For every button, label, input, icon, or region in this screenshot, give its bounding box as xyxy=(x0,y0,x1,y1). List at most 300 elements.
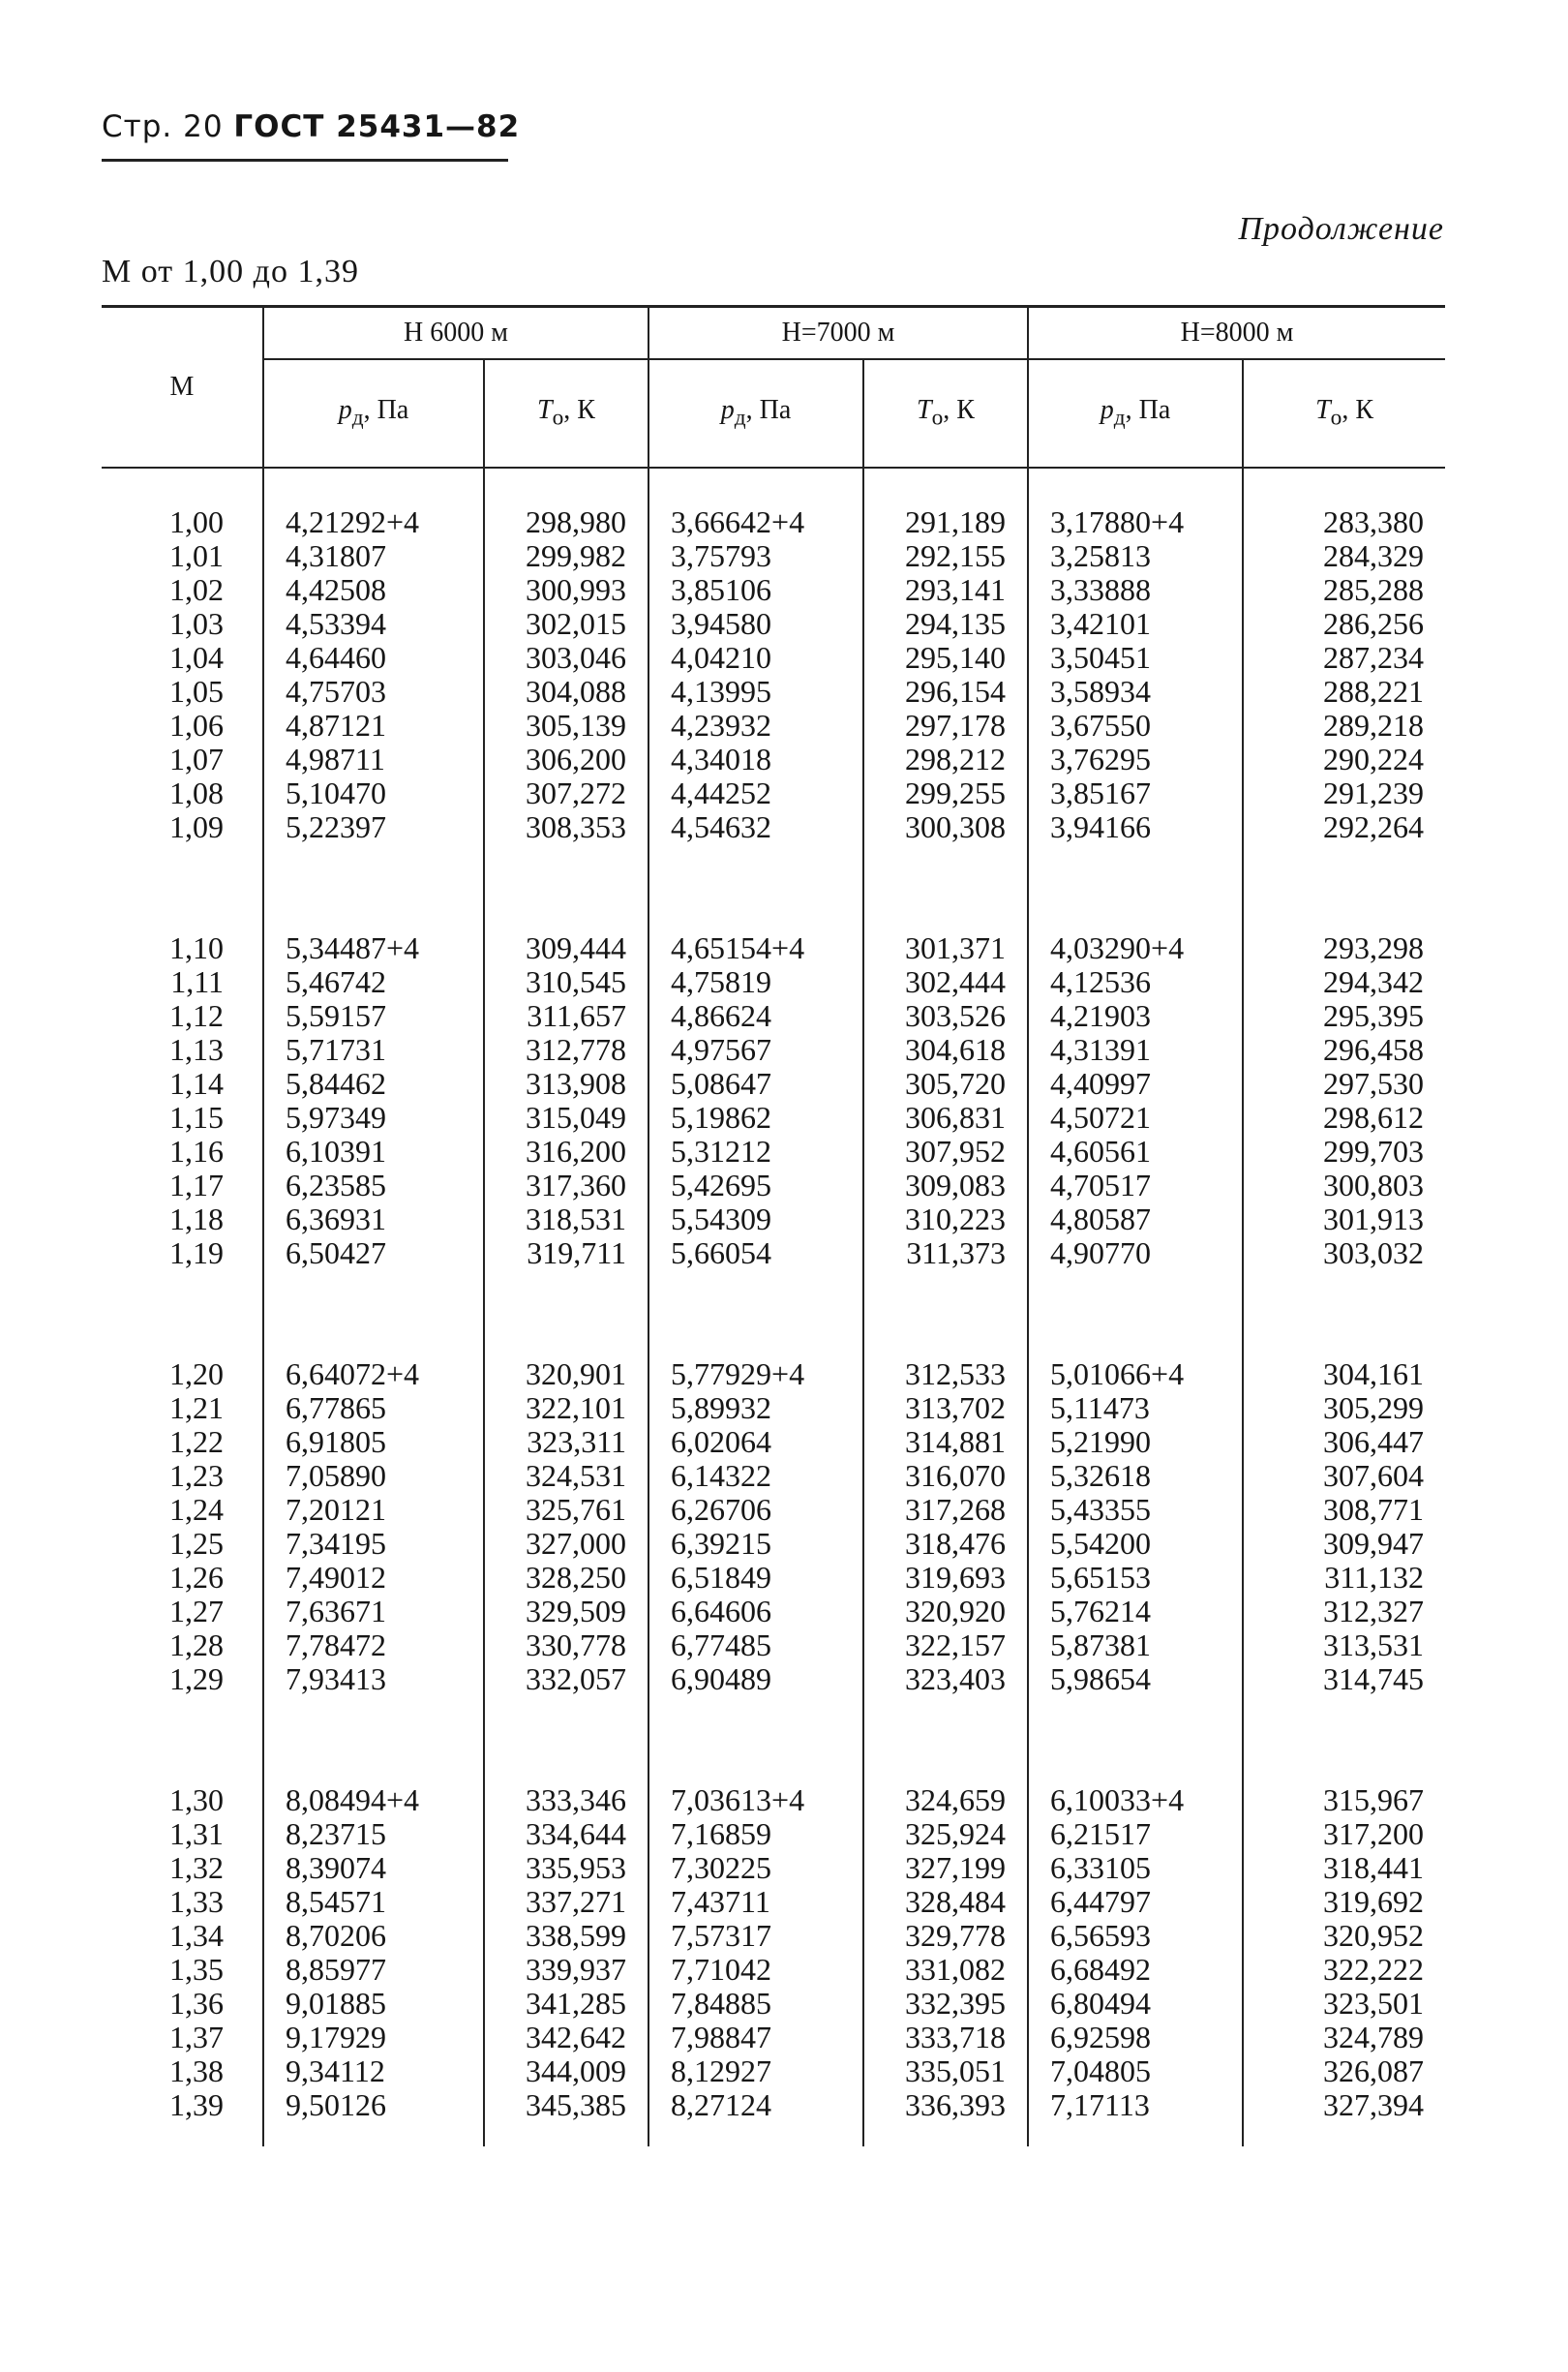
mach-cell: 1,14 xyxy=(169,1066,224,1101)
table-row xyxy=(102,1493,1445,1527)
temperature-7000-cell: 332,395 xyxy=(863,1987,1028,2021)
pressure-6000-cell: 4,98711 xyxy=(263,743,484,776)
temperature-7000-cell: 323,403 xyxy=(863,1662,1028,1747)
temperature-8000-cell: 292,264 xyxy=(1243,810,1445,895)
temperature-8000-cell: 290,224 xyxy=(1243,743,1445,776)
pressure-6000-cell: 8,85977 xyxy=(263,1953,484,1987)
table-row xyxy=(102,1851,1445,1885)
pressure-8000-cell: 4,50721 xyxy=(1028,1101,1243,1135)
mach-cell: 1,36 xyxy=(169,1986,224,2021)
temperature-7000-cell: 314,881 xyxy=(863,1425,1028,1459)
table-row xyxy=(102,1662,1445,1747)
temperature-7000-cell: 294,135 xyxy=(863,607,1028,641)
mach-cell: 1,31 xyxy=(169,1816,224,1851)
table-row xyxy=(102,1953,1445,1987)
pressure-7000-cell: 3,94580 xyxy=(648,607,863,641)
pressure-7000-cell: 7,16859 xyxy=(648,1817,863,1851)
temperature-7000-cell: 324,659 xyxy=(863,1747,1028,1817)
temperature-8000-cell: 289,218 xyxy=(1243,709,1445,743)
temperature-8000-cell: 299,703 xyxy=(1243,1135,1445,1169)
pressure-8000-cell: 5,54200 xyxy=(1028,1527,1243,1561)
table-row xyxy=(102,1561,1445,1595)
pressure-6000-cell: 4,75703 xyxy=(263,675,484,709)
temperature-8000-cell: 297,530 xyxy=(1243,1067,1445,1101)
pressure-8000-cell: 3,33888 xyxy=(1028,573,1243,607)
temperature-6000-cell: 302,015 xyxy=(484,607,648,641)
temperature-7000-cell: 309,083 xyxy=(863,1169,1028,1202)
temperature-7000-cell: 320,920 xyxy=(863,1595,1028,1628)
temperature-header: $Т_о$, К xyxy=(484,359,648,468)
pressure-8000-cell: 5,76214 xyxy=(1028,1595,1243,1628)
altitude-header-6000: Н 6000 м xyxy=(263,307,648,360)
pressure-8000-cell: 3,76295 xyxy=(1028,743,1243,776)
table-row xyxy=(102,1459,1445,1493)
temperature-6000-cell: 329,509 xyxy=(484,1595,648,1628)
header-rule xyxy=(102,159,508,162)
table-row xyxy=(102,2088,1445,2146)
table-row xyxy=(102,1987,1445,2021)
temperature-6000-cell: 345,385 xyxy=(484,2088,648,2146)
table-row xyxy=(102,2021,1445,2054)
temperature-7000-cell: 310,223 xyxy=(863,1202,1028,1236)
mach-cell: 1,17 xyxy=(169,1168,224,1202)
pressure-8000-cell: 6,33105 xyxy=(1028,1851,1243,1885)
pressure-6000-cell: 9,01885 xyxy=(263,1987,484,2021)
temperature-7000-cell: 304,618 xyxy=(863,1033,1028,1067)
temperature-6000-cell: 316,200 xyxy=(484,1135,648,1169)
pressure-8000-cell: 4,70517 xyxy=(1028,1169,1243,1202)
pressure-6000-cell: 9,17929 xyxy=(263,2021,484,2054)
pressure-6000-cell: 5,34487+4 xyxy=(263,895,484,965)
pressure-8000-cell: 5,11473 xyxy=(1028,1391,1243,1425)
pressure-6000-cell: 5,59157 xyxy=(263,999,484,1033)
temperature-7000-cell: 317,268 xyxy=(863,1493,1028,1527)
temperature-6000-cell: 298,980 xyxy=(484,468,648,539)
pressure-6000-cell: 6,64072+4 xyxy=(263,1321,484,1391)
pressure-6000-cell: 7,20121 xyxy=(263,1493,484,1527)
mach-cell: 1,21 xyxy=(169,1390,224,1425)
pressure-8000-cell: 4,40997 xyxy=(1028,1067,1243,1101)
pressure-header: $р_д$, Па xyxy=(263,359,484,468)
pressure-8000-cell: 5,65153 xyxy=(1028,1561,1243,1595)
temperature-6000-cell: 300,993 xyxy=(484,573,648,607)
mach-cell: 1,12 xyxy=(169,998,224,1033)
pressure-8000-cell: 5,98654 xyxy=(1028,1662,1243,1747)
pressure-6000-cell: 5,71731 xyxy=(263,1033,484,1067)
temperature-6000-cell: 308,353 xyxy=(484,810,648,895)
mach-cell: 1,06 xyxy=(169,708,224,743)
mach-cell: 1,32 xyxy=(169,1850,224,1885)
mach-cell: 1,07 xyxy=(169,742,224,776)
pressure-7000-cell: 6,77485 xyxy=(648,1628,863,1662)
temperature-8000-cell: 283,380 xyxy=(1243,468,1445,539)
table-row xyxy=(102,1101,1445,1135)
temperature-8000-cell: 291,239 xyxy=(1243,776,1445,810)
table-row xyxy=(102,999,1445,1033)
table-row xyxy=(102,1202,1445,1236)
table-row xyxy=(102,1885,1445,1919)
temperature-7000-cell: 298,212 xyxy=(863,743,1028,776)
table-row xyxy=(102,1817,1445,1851)
pressure-7000-cell: 3,85106 xyxy=(648,573,863,607)
pressure-6000-cell: 8,39074 xyxy=(263,1851,484,1885)
pressure-8000-cell: 3,42101 xyxy=(1028,607,1243,641)
temperature-6000-cell: 324,531 xyxy=(484,1459,648,1493)
temperature-8000-cell: 309,947 xyxy=(1243,1527,1445,1561)
table-row xyxy=(102,1135,1445,1169)
pressure-8000-cell: 4,21903 xyxy=(1028,999,1243,1033)
pressure-7000-cell: 5,08647 xyxy=(648,1067,863,1101)
altitude-header-7000: Н=7000 м xyxy=(648,307,1028,360)
table-row xyxy=(102,675,1445,709)
table-row xyxy=(102,709,1445,743)
pressure-7000-cell: 8,27124 xyxy=(648,2088,863,2146)
pressure-6000-cell: 7,05890 xyxy=(263,1459,484,1493)
pressure-7000-cell: 5,89932 xyxy=(648,1391,863,1425)
temperature-7000-cell: 312,533 xyxy=(863,1321,1028,1391)
pressure-6000-cell: 7,93413 xyxy=(263,1662,484,1747)
mach-cell: 1,18 xyxy=(169,1201,224,1236)
pressure-6000-cell: 5,22397 xyxy=(263,810,484,895)
table-row xyxy=(102,1527,1445,1561)
temperature-8000-cell: 295,395 xyxy=(1243,999,1445,1033)
pressure-8000-cell: 6,68492 xyxy=(1028,1953,1243,1987)
mach-cell: 1,02 xyxy=(169,572,224,607)
pressure-header: $р_д$, Па xyxy=(648,359,863,468)
pressure-6000-cell: 4,21292+4 xyxy=(263,468,484,539)
mach-cell: 1,09 xyxy=(169,809,224,844)
temperature-8000-cell: 312,327 xyxy=(1243,1595,1445,1628)
table-row xyxy=(102,1595,1445,1628)
pressure-7000-cell: 3,75793 xyxy=(648,539,863,573)
temperature-6000-cell: 325,761 xyxy=(484,1493,648,1527)
temperature-7000-cell: 301,371 xyxy=(863,895,1028,965)
pressure-8000-cell: 7,04805 xyxy=(1028,2054,1243,2088)
temperature-7000-cell: 327,199 xyxy=(863,1851,1028,1885)
pressure-8000-cell: 6,44797 xyxy=(1028,1885,1243,1919)
temperature-header: $Т_о$, К xyxy=(863,359,1028,468)
table-row xyxy=(102,895,1445,965)
pressure-8000-cell: 4,03290+4 xyxy=(1028,895,1243,965)
temperature-6000-cell: 310,545 xyxy=(484,965,648,999)
mach-cell: 1,26 xyxy=(169,1560,224,1595)
temperature-6000-cell: 334,644 xyxy=(484,1817,648,1851)
mach-cell: 1,05 xyxy=(169,674,224,709)
temperature-6000-cell: 337,271 xyxy=(484,1885,648,1919)
pressure-7000-cell: 6,14322 xyxy=(648,1459,863,1493)
mach-cell: 1,01 xyxy=(169,538,224,573)
pressure-7000-cell: 5,66054 xyxy=(648,1236,863,1321)
pressure-8000-cell: 3,50451 xyxy=(1028,641,1243,675)
pressure-6000-cell: 8,08494+4 xyxy=(263,1747,484,1817)
temperature-6000-cell: 330,778 xyxy=(484,1628,648,1662)
temperature-8000-cell: 284,329 xyxy=(1243,539,1445,573)
mach-cell: 1,39 xyxy=(169,2087,224,2122)
temperature-8000-cell: 301,913 xyxy=(1243,1202,1445,1236)
table-row xyxy=(102,1747,1445,1817)
pressure-6000-cell: 6,36931 xyxy=(263,1202,484,1236)
temperature-7000-cell: 316,070 xyxy=(863,1459,1028,1493)
temperature-7000-cell: 295,140 xyxy=(863,641,1028,675)
pressure-8000-cell: 6,80494 xyxy=(1028,1987,1243,2021)
temperature-6000-cell: 344,009 xyxy=(484,2054,648,2088)
pressure-6000-cell: 5,10470 xyxy=(263,776,484,810)
pressure-7000-cell: 8,12927 xyxy=(648,2054,863,2088)
table-row xyxy=(102,1321,1445,1391)
pressure-7000-cell: 4,13995 xyxy=(648,675,863,709)
pressure-6000-cell: 5,46742 xyxy=(263,965,484,999)
pressure-6000-cell: 6,23585 xyxy=(263,1169,484,1202)
pressure-8000-cell: 3,67550 xyxy=(1028,709,1243,743)
temperature-7000-cell: 292,155 xyxy=(863,539,1028,573)
pressure-8000-cell: 3,25813 xyxy=(1028,539,1243,573)
pressure-6000-cell: 9,50126 xyxy=(263,2088,484,2146)
mach-cell: 1,38 xyxy=(169,2053,224,2088)
temperature-8000-cell: 288,221 xyxy=(1243,675,1445,709)
pressure-8000-cell: 5,43355 xyxy=(1028,1493,1243,1527)
pressure-7000-cell: 4,75819 xyxy=(648,965,863,999)
mach-cell: 1,23 xyxy=(169,1458,224,1493)
pressure-6000-cell: 9,34112 xyxy=(263,2054,484,2088)
table-body xyxy=(102,468,1445,2146)
pressure-6000-cell: 4,31807 xyxy=(263,539,484,573)
temperature-8000-cell: 286,256 xyxy=(1243,607,1445,641)
table-row xyxy=(102,810,1445,895)
pressure-6000-cell: 8,54571 xyxy=(263,1885,484,1919)
range-caption: М от 1,00 до 1,39 xyxy=(102,254,359,289)
temperature-8000-cell: 300,803 xyxy=(1243,1169,1445,1202)
mach-cell: 1,37 xyxy=(169,2020,224,2054)
pressure-8000-cell: 4,31391 xyxy=(1028,1033,1243,1067)
temperature-7000-cell: 325,924 xyxy=(863,1817,1028,1851)
mach-cell: 1,15 xyxy=(169,1100,224,1135)
temperature-8000-cell: 327,394 xyxy=(1243,2088,1445,2146)
temperature-8000-cell: 294,342 xyxy=(1243,965,1445,999)
pressure-header: $р_д$, Па xyxy=(1028,359,1243,468)
temperature-7000-cell: 319,693 xyxy=(863,1561,1028,1595)
pressure-7000-cell: 4,65154+4 xyxy=(648,895,863,965)
temperature-6000-cell: 339,937 xyxy=(484,1953,648,1987)
table-row xyxy=(102,573,1445,607)
pressure-6000-cell: 4,87121 xyxy=(263,709,484,743)
pressure-8000-cell: 4,80587 xyxy=(1028,1202,1243,1236)
temperature-6000-cell: 328,250 xyxy=(484,1561,648,1595)
pressure-7000-cell: 4,44252 xyxy=(648,776,863,810)
pressure-7000-cell: 4,86624 xyxy=(648,999,863,1033)
temperature-6000-cell: 306,200 xyxy=(484,743,648,776)
altitude-header-8000: Н=8000 м xyxy=(1028,307,1445,360)
pressure-7000-cell: 7,03613+4 xyxy=(648,1747,863,1817)
pressure-8000-cell: 3,94166 xyxy=(1028,810,1243,895)
temperature-7000-cell: 303,526 xyxy=(863,999,1028,1033)
temperature-8000-cell: 307,604 xyxy=(1243,1459,1445,1493)
data-table xyxy=(102,305,1445,2146)
temperature-7000-cell: 307,952 xyxy=(863,1135,1028,1169)
table-row xyxy=(102,1033,1445,1067)
pressure-7000-cell: 7,43711 xyxy=(648,1885,863,1919)
temperature-7000-cell: 322,157 xyxy=(863,1628,1028,1662)
temperature-8000-cell: 322,222 xyxy=(1243,1953,1445,1987)
temperature-6000-cell: 319,711 xyxy=(484,1236,648,1321)
pressure-6000-cell: 8,23715 xyxy=(263,1817,484,1851)
table-row xyxy=(102,1067,1445,1101)
table-row xyxy=(102,776,1445,810)
pressure-8000-cell: 6,56593 xyxy=(1028,1919,1243,1953)
mach-cell: 1,35 xyxy=(169,1952,224,1987)
pressure-6000-cell: 4,53394 xyxy=(263,607,484,641)
mach-cell: 1,25 xyxy=(169,1526,224,1561)
pressure-7000-cell: 3,66642+4 xyxy=(648,468,863,539)
temperature-7000-cell: 306,831 xyxy=(863,1101,1028,1135)
pressure-8000-cell: 7,17113 xyxy=(1028,2088,1243,2146)
temperature-7000-cell: 305,720 xyxy=(863,1067,1028,1101)
temperature-8000-cell: 318,441 xyxy=(1243,1851,1445,1885)
table-row xyxy=(102,1236,1445,1321)
temperature-header: $Т_о$, К xyxy=(1243,359,1445,468)
pressure-6000-cell: 5,84462 xyxy=(263,1067,484,1101)
temperature-7000-cell: 311,373 xyxy=(863,1236,1028,1321)
temperature-8000-cell: 324,789 xyxy=(1243,2021,1445,2054)
temperature-8000-cell: 298,612 xyxy=(1243,1101,1445,1135)
temperature-8000-cell: 319,692 xyxy=(1243,1885,1445,1919)
pressure-6000-cell: 7,49012 xyxy=(263,1561,484,1595)
temperature-6000-cell: 309,444 xyxy=(484,895,648,965)
pressure-7000-cell: 5,19862 xyxy=(648,1101,863,1135)
mach-cell: 1,10 xyxy=(169,930,224,965)
temperature-7000-cell: 296,154 xyxy=(863,675,1028,709)
temperature-6000-cell: 338,599 xyxy=(484,1919,648,1953)
temperature-6000-cell: 323,311 xyxy=(484,1425,648,1459)
page-number: Стр. 20 xyxy=(102,109,224,144)
m-column-header: М xyxy=(102,307,263,469)
pressure-8000-cell: 4,12536 xyxy=(1028,965,1243,999)
table-row xyxy=(102,1391,1445,1425)
table-row xyxy=(102,965,1445,999)
table-row xyxy=(102,641,1445,675)
temperature-6000-cell: 327,000 xyxy=(484,1527,648,1561)
pressure-7000-cell: 6,90489 xyxy=(648,1662,863,1747)
pressure-7000-cell: 4,34018 xyxy=(648,743,863,776)
temperature-6000-cell: 322,101 xyxy=(484,1391,648,1425)
temperature-6000-cell: 311,657 xyxy=(484,999,648,1033)
temperature-6000-cell: 341,285 xyxy=(484,1987,648,2021)
mach-cell: 1,27 xyxy=(169,1594,224,1628)
temperature-6000-cell: 315,049 xyxy=(484,1101,648,1135)
temperature-8000-cell: 287,234 xyxy=(1243,641,1445,675)
temperature-6000-cell: 305,139 xyxy=(484,709,648,743)
temperature-8000-cell: 320,952 xyxy=(1243,1919,1445,1953)
temperature-6000-cell: 318,531 xyxy=(484,1202,648,1236)
temperature-8000-cell: 315,967 xyxy=(1243,1747,1445,1817)
pressure-6000-cell: 7,63671 xyxy=(263,1595,484,1628)
mach-cell: 1,24 xyxy=(169,1492,224,1527)
temperature-6000-cell: 312,778 xyxy=(484,1033,648,1067)
temperature-7000-cell: 302,444 xyxy=(863,965,1028,999)
mach-cell: 1,22 xyxy=(169,1424,224,1459)
mach-cell: 1,04 xyxy=(169,640,224,675)
mach-cell: 1,19 xyxy=(169,1235,224,1270)
pressure-6000-cell: 5,97349 xyxy=(263,1101,484,1135)
mach-cell: 1,13 xyxy=(169,1032,224,1067)
table-row xyxy=(102,1425,1445,1459)
pressure-8000-cell: 6,21517 xyxy=(1028,1817,1243,1851)
temperature-7000-cell: 335,051 xyxy=(863,2054,1028,2088)
table-row xyxy=(102,539,1445,573)
table-row xyxy=(102,468,1445,539)
pressure-7000-cell: 5,31212 xyxy=(648,1135,863,1169)
mach-cell: 1,34 xyxy=(169,1918,224,1953)
pressure-8000-cell: 6,92598 xyxy=(1028,2021,1243,2054)
temperature-8000-cell: 308,771 xyxy=(1243,1493,1445,1527)
mach-cell: 1,33 xyxy=(169,1884,224,1919)
temperature-7000-cell: 331,082 xyxy=(863,1953,1028,1987)
temperature-7000-cell: 328,484 xyxy=(863,1885,1028,1919)
temperature-7000-cell: 318,476 xyxy=(863,1527,1028,1561)
pressure-6000-cell: 6,91805 xyxy=(263,1425,484,1459)
mach-cell: 1,11 xyxy=(170,964,224,999)
pressure-6000-cell: 6,50427 xyxy=(263,1236,484,1321)
pressure-8000-cell: 3,17880+4 xyxy=(1028,468,1243,539)
mach-cell: 1,03 xyxy=(169,606,224,641)
pressure-7000-cell: 6,39215 xyxy=(648,1527,863,1561)
temperature-8000-cell: 285,288 xyxy=(1243,573,1445,607)
temperature-8000-cell: 313,531 xyxy=(1243,1628,1445,1662)
pressure-7000-cell: 4,97567 xyxy=(648,1033,863,1067)
table-row xyxy=(102,1919,1445,1953)
temperature-7000-cell: 293,141 xyxy=(863,573,1028,607)
temperature-6000-cell: 313,908 xyxy=(484,1067,648,1101)
pressure-8000-cell: 5,87381 xyxy=(1028,1628,1243,1662)
pressure-6000-cell: 7,34195 xyxy=(263,1527,484,1561)
temperature-7000-cell: 300,308 xyxy=(863,810,1028,895)
temperature-7000-cell: 313,702 xyxy=(863,1391,1028,1425)
table-row xyxy=(102,2054,1445,2088)
temperature-6000-cell: 307,272 xyxy=(484,776,648,810)
pressure-7000-cell: 5,42695 xyxy=(648,1169,863,1202)
temperature-8000-cell: 296,458 xyxy=(1243,1033,1445,1067)
temperature-6000-cell: 333,346 xyxy=(484,1747,648,1817)
temperature-8000-cell: 326,087 xyxy=(1243,2054,1445,2088)
pressure-7000-cell: 4,23932 xyxy=(648,709,863,743)
temperature-8000-cell: 314,745 xyxy=(1243,1662,1445,1747)
pressure-7000-cell: 7,57317 xyxy=(648,1919,863,1953)
pressure-8000-cell: 3,58934 xyxy=(1028,675,1243,709)
pressure-7000-cell: 7,30225 xyxy=(648,1851,863,1885)
temperature-8000-cell: 303,032 xyxy=(1243,1236,1445,1321)
temperature-7000-cell: 336,393 xyxy=(863,2088,1028,2146)
continuation-label: Продолжение xyxy=(1238,211,1444,247)
temperature-6000-cell: 303,046 xyxy=(484,641,648,675)
pressure-7000-cell: 6,64606 xyxy=(648,1595,863,1628)
pressure-6000-cell: 6,77865 xyxy=(263,1391,484,1425)
pressure-8000-cell: 5,32618 xyxy=(1028,1459,1243,1493)
temperature-7000-cell: 297,178 xyxy=(863,709,1028,743)
table-row xyxy=(102,607,1445,641)
pressure-8000-cell: 3,85167 xyxy=(1028,776,1243,810)
temperature-7000-cell: 291,189 xyxy=(863,468,1028,539)
mach-cell: 1,20 xyxy=(169,1356,224,1391)
table-row xyxy=(102,1169,1445,1202)
temperature-6000-cell: 320,901 xyxy=(484,1321,648,1391)
temperature-6000-cell: 299,982 xyxy=(484,539,648,573)
mach-cell: 1,00 xyxy=(169,504,224,539)
pressure-8000-cell: 4,90770 xyxy=(1028,1236,1243,1321)
mach-cell: 1,29 xyxy=(169,1661,224,1696)
mach-cell: 1,08 xyxy=(169,775,224,810)
temperature-7000-cell: 333,718 xyxy=(863,2021,1028,2054)
pressure-8000-cell: 6,10033+4 xyxy=(1028,1747,1243,1817)
temperature-8000-cell: 293,298 xyxy=(1243,895,1445,965)
